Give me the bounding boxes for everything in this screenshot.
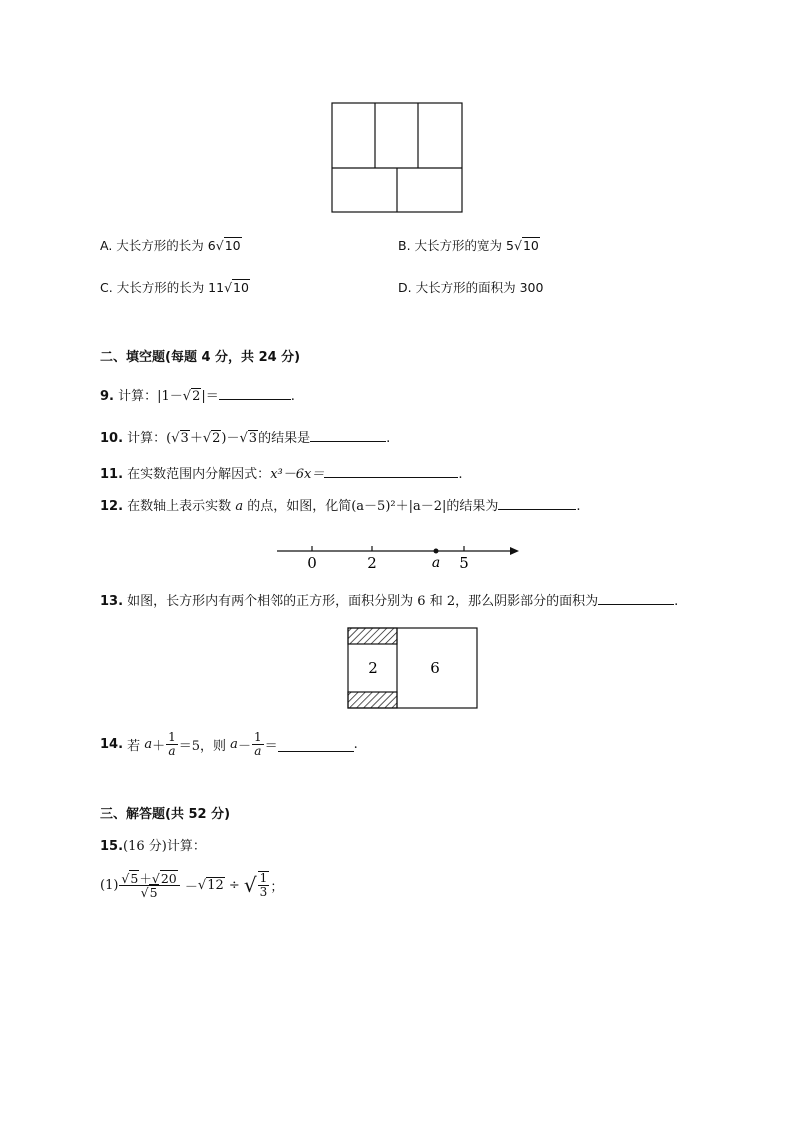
- section-3-title: 三、解答题(共 52 分): [100, 807, 231, 822]
- shaded-region-bottom: [348, 692, 397, 708]
- question-14: 14. 若 a ＋ $\frac{1}{a}$ ＝5，则 a － $\frac{1}{a}$ ＝ .: [100, 730, 358, 758]
- answer-blank: [598, 591, 674, 605]
- answer-blank: [278, 738, 354, 752]
- answer-blank: [219, 386, 291, 400]
- answer-blank: [324, 464, 458, 478]
- tick-label-5: 5: [459, 554, 469, 572]
- question-9: 9. 计算：|1－√2|＝ .: [100, 385, 295, 404]
- question-12: 12. 在数轴上表示实数 a 的点，如图，化简(a－5)²＋|a－2|的结果为 .: [100, 495, 581, 514]
- option-d: D. 大长方形的面积为 300: [398, 280, 544, 295]
- large-square-label: 6: [430, 659, 440, 677]
- question-15: 15.(16 分)计算：: [100, 839, 206, 854]
- question-10: 10. 计算：(√3＋√2)－√3的结果是 .: [100, 427, 390, 446]
- question-13: 13. 如图，长方形内有两个相邻的正方形，面积分别为 6 和 2，那么阴影部分的面积为 .: [100, 590, 678, 609]
- option-c: C. 大长方形的长为 11√10: [100, 280, 249, 295]
- question-15-part-1: (1) $\frac{√5+√20}{√5}$ － √12 ÷ √ $\frac{1}{3}$ ；: [100, 870, 284, 900]
- point-label-a: a: [431, 555, 441, 571]
- section-2-title: 二、填空题(每题 4 分，共 24 分): [100, 350, 301, 365]
- squares-figure: [346, 626, 480, 710]
- rectangles-figure: [330, 101, 465, 214]
- option-a: A. 大长方形的长为 6√10: [100, 238, 241, 253]
- tick-label-0: 0: [307, 554, 317, 572]
- answer-blank: [310, 428, 386, 442]
- number-line: [275, 540, 525, 574]
- tick-label-2: 2: [367, 554, 377, 572]
- option-b: B. 大长方形的宽为 5√10: [398, 238, 539, 253]
- answer-blank: [498, 496, 576, 510]
- small-square-label: 2: [368, 659, 378, 677]
- question-11: 11. 在实数范围内分解因式：x³－6x＝ .: [100, 463, 462, 482]
- shaded-region-top: [348, 628, 397, 644]
